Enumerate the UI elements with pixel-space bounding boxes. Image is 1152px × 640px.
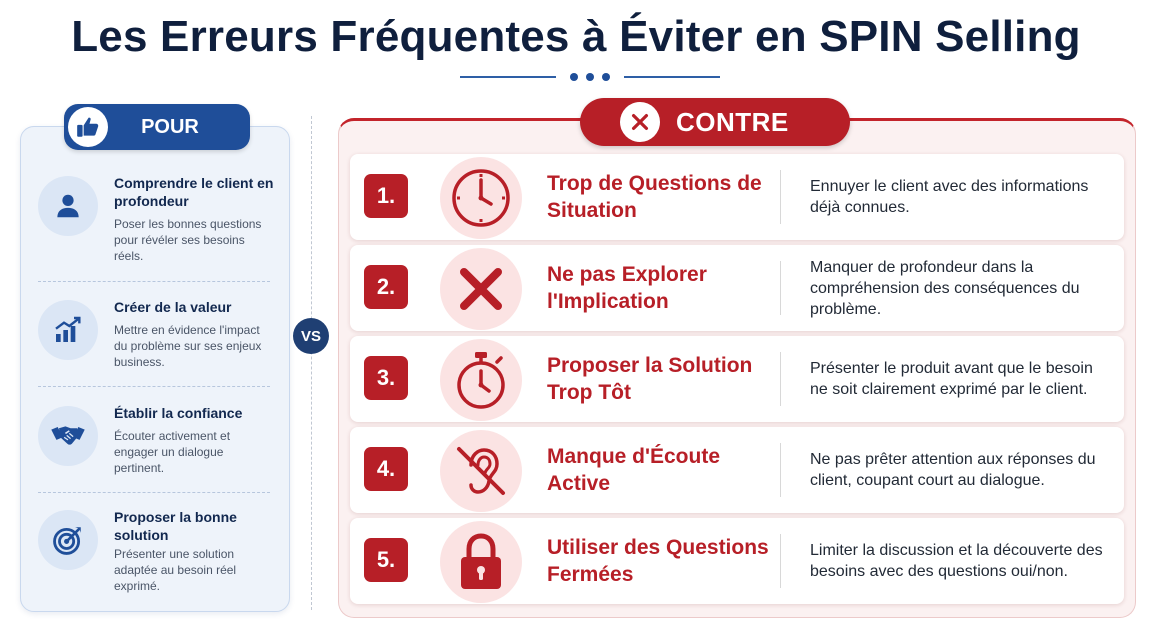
stopwatch-icon xyxy=(440,339,522,421)
contre-item xyxy=(350,427,1124,513)
page-title: Les Erreurs Fréquentes à Éviter en SPIN Selling xyxy=(71,12,1081,61)
divider xyxy=(780,352,781,406)
vs-badge: VS xyxy=(293,318,329,354)
divider xyxy=(780,261,781,315)
divider xyxy=(780,443,781,497)
contre-label: CONTRE xyxy=(676,106,789,137)
pour-label: POUR xyxy=(141,115,199,138)
contre-item xyxy=(350,245,1124,331)
item-number: 4. xyxy=(364,447,408,491)
pour-item-desc: Présenter une solution adaptée au besoin réel exprimé. xyxy=(114,547,237,593)
close-circle-icon xyxy=(620,102,660,142)
pour-item-desc: Écouter activement et engager un dialogue pertinent. xyxy=(114,429,231,475)
no-listening-icon xyxy=(440,430,522,512)
divider xyxy=(38,386,270,387)
item-number: 1. xyxy=(364,174,408,218)
contre-badge xyxy=(580,98,850,146)
pour-item-title: Créer de la valeur xyxy=(114,299,232,315)
item-desc: Manquer de profondeur dans la compréhension des conséquences du problème. xyxy=(810,258,1080,318)
pour-item xyxy=(38,174,274,278)
item-number: 3. xyxy=(364,356,408,400)
item-number: 5. xyxy=(364,538,408,582)
padlock-icon xyxy=(440,521,522,603)
pour-item-title: Comprendre le client en profondeur xyxy=(114,175,274,209)
handshake-icon xyxy=(38,406,98,466)
target-icon xyxy=(38,510,98,570)
item-desc: Ne pas prêter attention aux réponses du client, coupant court au dialogue. xyxy=(810,451,1096,489)
item-desc: Limiter la discussion et la découverte des besoins avec des questions oui/non. xyxy=(810,542,1103,580)
item-desc: Présenter le produit avant que le besoin ne soit clairement exprimé par le client. xyxy=(810,360,1093,398)
item-desc: Ennuyer le client avec des informations déjà connues. xyxy=(810,178,1089,216)
item-title: Manque d'Écoute Active xyxy=(547,445,721,495)
contre-item xyxy=(350,336,1124,422)
pour-item-title: Établir la confiance xyxy=(114,405,243,421)
contre-item xyxy=(350,154,1124,240)
pour-badge xyxy=(64,104,250,150)
clock-icon xyxy=(440,157,522,239)
user-icon xyxy=(38,176,98,236)
divider xyxy=(780,534,781,588)
pour-item-desc: Mettre en évidence l'impact du problème sur ses enjeux business. xyxy=(114,323,262,369)
divider xyxy=(38,281,270,282)
vs-divider xyxy=(311,116,312,610)
thumbs-up-icon xyxy=(68,107,108,147)
item-title: Ne pas Explorer l'Implication xyxy=(547,263,707,313)
divider xyxy=(780,170,781,224)
item-title: Proposer la Solution Trop Tôt xyxy=(547,354,753,404)
pour-item-title: Proposer la bonne solution xyxy=(114,509,237,543)
item-title: Utiliser des Questions Fermées xyxy=(547,536,769,586)
divider xyxy=(38,492,270,493)
pour-item-desc: Poser les bonnes questions pour révéler ses besoins réels. xyxy=(114,217,262,263)
item-number: 2. xyxy=(364,265,408,309)
growth-chart-icon xyxy=(38,300,98,360)
pour-item xyxy=(38,508,274,612)
contre-item xyxy=(350,518,1124,604)
item-title: Trop de Questions de Situation xyxy=(547,172,762,222)
x-mark-icon xyxy=(440,248,522,330)
title-divider xyxy=(460,70,720,84)
